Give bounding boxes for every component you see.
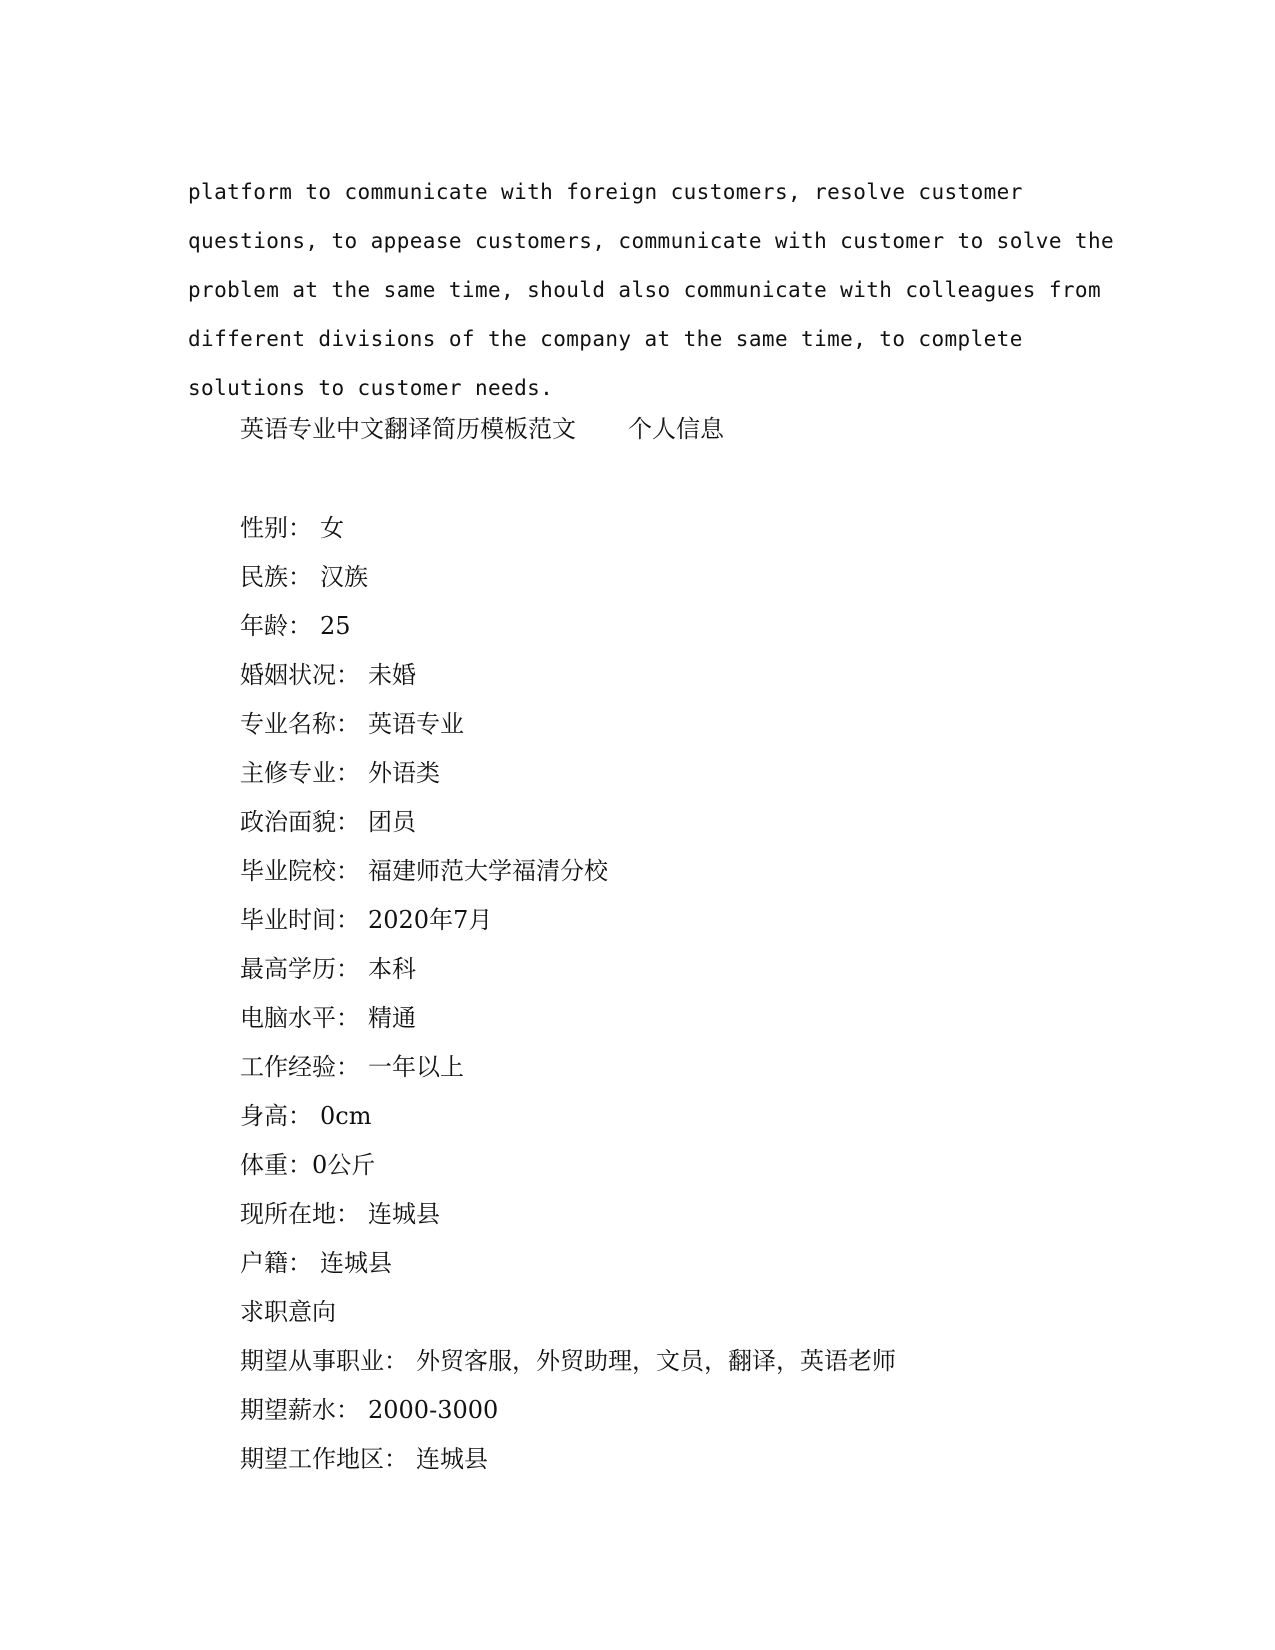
info-row-major-name	[240, 700, 896, 749]
info-row-ethnicity	[240, 553, 896, 602]
info-value: 精通	[368, 1004, 416, 1032]
info-row-graduation-date	[240, 896, 896, 945]
info-label: 现所在地：	[240, 1200, 360, 1228]
info-label: 毕业院校：	[240, 857, 360, 885]
info-row-school	[240, 847, 896, 896]
info-label: 期望工作地区：	[240, 1445, 408, 1473]
info-value: 英语专业	[368, 710, 464, 738]
info-row-weight	[240, 1141, 896, 1190]
info-label: 毕业时间：	[240, 906, 360, 934]
info-value: 连城县	[320, 1249, 392, 1277]
info-row-desired-work-area	[240, 1435, 896, 1484]
english-line: solutions to customer needs.	[188, 376, 554, 400]
info-value: 女	[320, 514, 344, 542]
info-value: 连城县	[368, 1200, 440, 1228]
info-value: 未婚	[368, 661, 416, 689]
info-row-main-major	[240, 749, 896, 798]
info-value: 福建师范大学福清分校	[368, 857, 608, 885]
info-value: 连城县	[416, 1445, 488, 1473]
info-label: 身高：	[240, 1102, 312, 1130]
personal-info-list	[240, 504, 896, 1484]
info-label: 主修专业：	[240, 759, 360, 787]
info-label: 婚姻状况：	[240, 661, 360, 689]
info-label: 户籍：	[240, 1249, 312, 1277]
info-value: 0cm	[320, 1102, 372, 1130]
section-heading-job-intention	[240, 1288, 896, 1337]
info-row-household-registration	[240, 1239, 896, 1288]
english-line: platform to communicate with foreign customers, resolve customer	[188, 180, 1023, 204]
english-line: different divisions of the company at the same time, to complete	[188, 327, 1023, 351]
resume-heading	[240, 409, 724, 449]
info-row-political-status	[240, 798, 896, 847]
info-row-marital-status	[240, 651, 896, 700]
info-label: 期望从事职业：	[240, 1347, 408, 1375]
info-value: 汉族	[320, 563, 368, 591]
info-label: 年龄：	[240, 612, 312, 640]
info-label: 期望薪水：	[240, 1396, 360, 1424]
info-row-gender	[240, 504, 896, 553]
info-value: 25	[320, 612, 351, 640]
info-label: 专业名称：	[240, 710, 360, 738]
english-line: questions, to appease customers, communicate with customer to solve the	[188, 229, 1115, 253]
info-row-current-location	[240, 1190, 896, 1239]
english-line: problem at the same time, should also communicate with colleagues from	[188, 278, 1102, 302]
info-value: 2000-3000	[368, 1396, 499, 1424]
info-label: 电脑水平：	[240, 1004, 360, 1032]
info-row-education	[240, 945, 896, 994]
english-paragraph	[188, 168, 1115, 413]
resume-title: 英语专业中文翻译简历模板范文	[240, 415, 576, 443]
info-row-desired-salary	[240, 1386, 896, 1435]
info-value: 外语类	[368, 759, 440, 787]
info-label: 最高学历：	[240, 955, 360, 983]
info-value: 一年以上	[368, 1053, 464, 1081]
info-label: 工作经验：	[240, 1053, 360, 1081]
info-row-computer-skill	[240, 994, 896, 1043]
info-value: 团员	[368, 808, 416, 836]
info-label: 政治面貌：	[240, 808, 360, 836]
info-value: 0公斤	[312, 1151, 376, 1179]
info-value: 本科	[368, 955, 416, 983]
info-value: 外贸客服，外贸助理，文员，翻译，英语老师	[416, 1347, 896, 1375]
info-label: 性别：	[240, 514, 312, 542]
info-row-height	[240, 1092, 896, 1141]
section-title-personal-info: 个人信息	[628, 415, 724, 443]
info-value: 2020年7月	[368, 906, 493, 934]
info-row-age	[240, 602, 896, 651]
info-row-desired-occupation	[240, 1337, 896, 1386]
info-label: 体重：	[240, 1151, 312, 1179]
info-row-work-experience	[240, 1043, 896, 1092]
section-label: 求职意向	[240, 1298, 336, 1326]
info-label: 民族：	[240, 563, 312, 591]
